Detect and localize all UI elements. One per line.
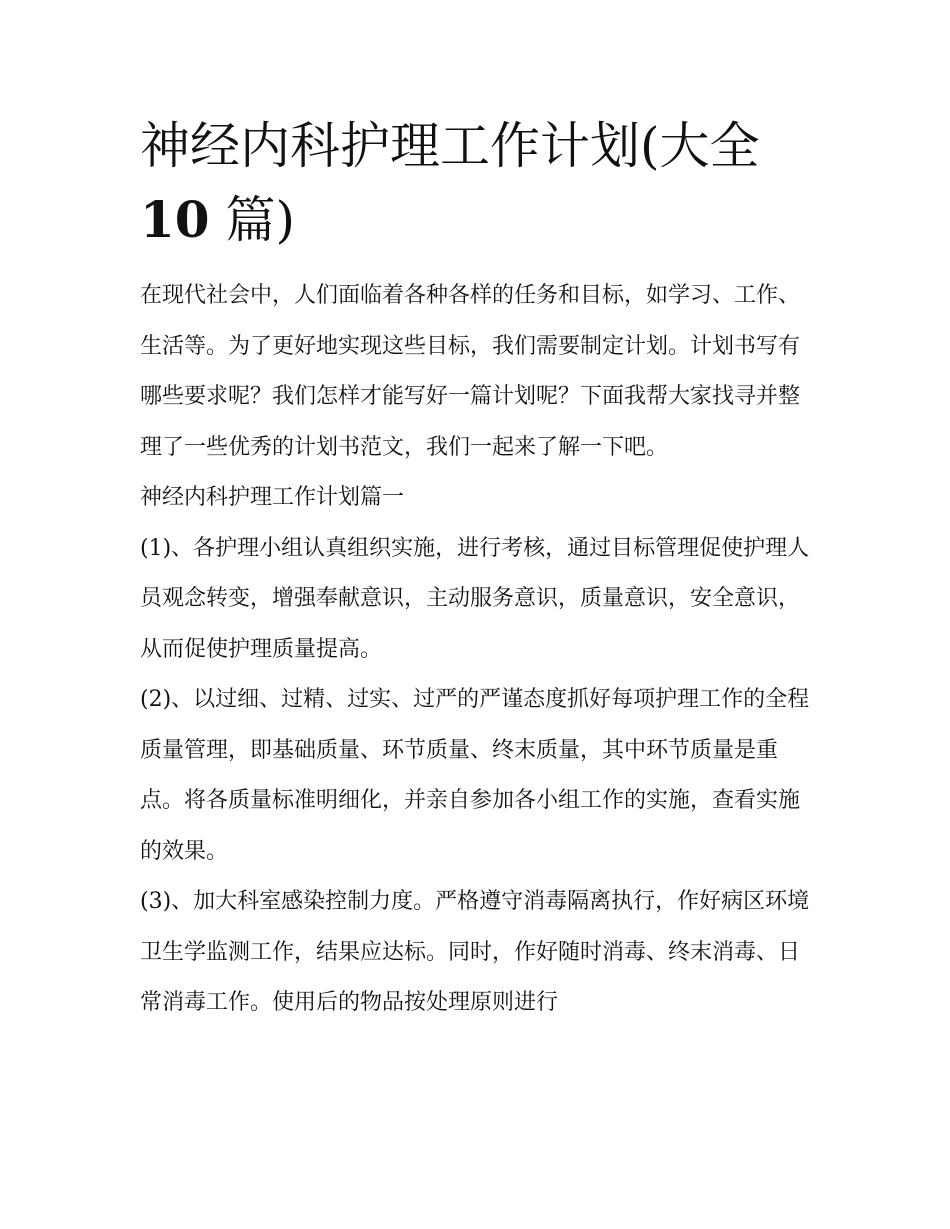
item-paragraph-2: (2)、以过细、过精、过实、过严的严谨态度抓好每项护理工作的全程质量管理，即基础质量、环节质量、终末质量，其中环节质量是重点。将各质量标准明细化，并亲自参加各小组工作的实施，查看实施的效果。 <box>140 687 810 864</box>
item-paragraph-1: (1)、各护理小组认真组织实施，进行考核，通过目标管理促使护理人员观念转变，增强奉献意识，主动服务意识，质量意识，安全意识，从而促使护理质量提高。 <box>140 535 810 662</box>
title-number: 10 <box>140 190 210 249</box>
document-title <box>140 110 780 257</box>
document-page <box>140 110 820 1029</box>
item-paragraph-3: (3)、加大科室感染控制力度。严格遵守消毒隔离执行，作好病区环境卫生学监测工作，结果应达标。同时，作好随时消毒、终末消毒、日常消毒工作。使用后的物品按处理原则进行 <box>140 889 810 1015</box>
section-heading: 神经内科护理工作计划篇一 <box>140 485 405 510</box>
title-suffix: 篇) <box>209 191 295 249</box>
title-text: 神经内科护理工作计划(大全 <box>140 117 760 175</box>
intro-paragraph: 在现代社会中，人们面临着各种各样的任务和目标，如学习、工作、生活等。为了更好地实现这些目标，我们需要制定计划。计划书写有哪些要求呢？我们怎样才能写好一篇计划呢？下面我帮大家找寻并整理了一些优秀的计划书范文，我们一起来了解一下吧。 <box>140 283 801 460</box>
